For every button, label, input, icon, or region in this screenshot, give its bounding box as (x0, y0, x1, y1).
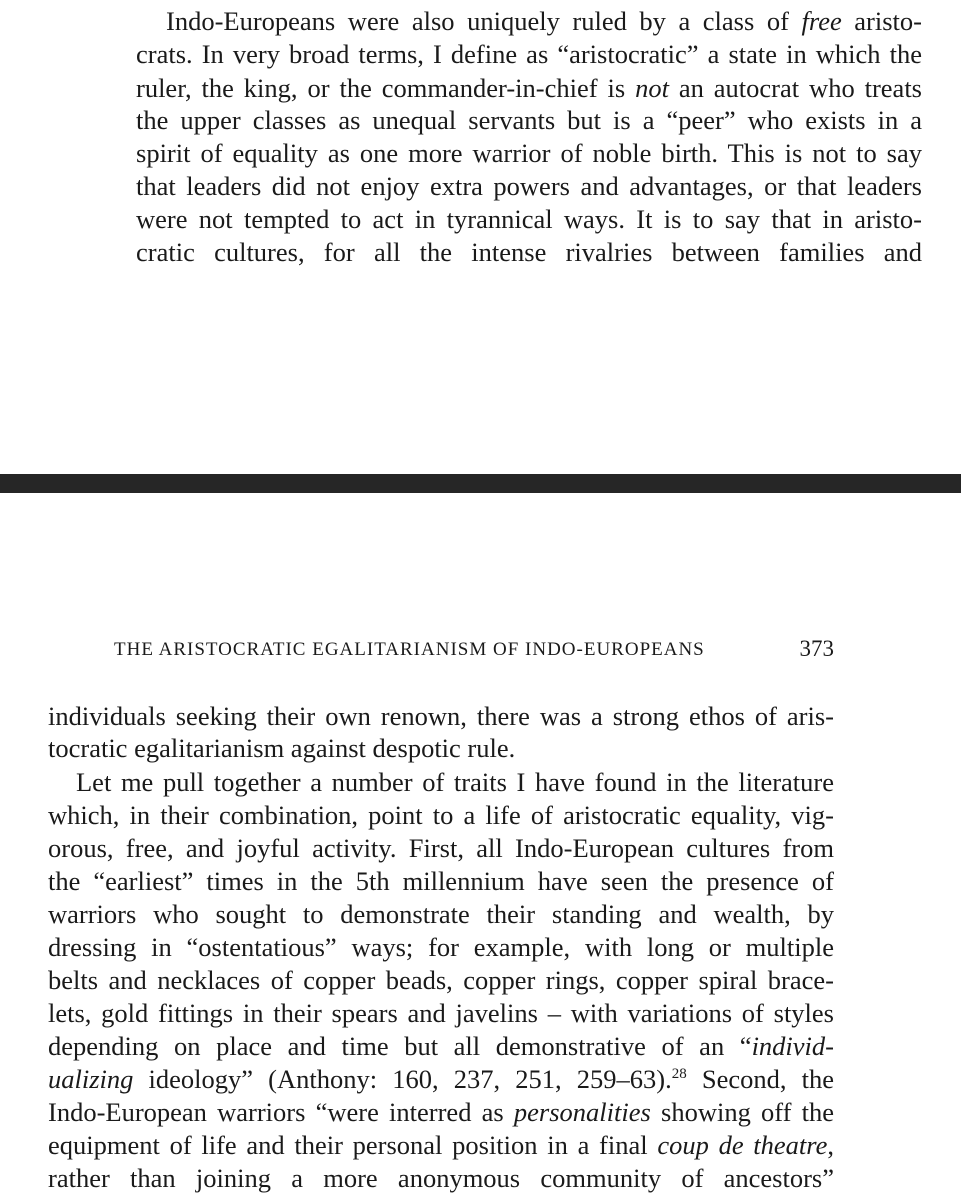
text-line (136, 72, 922, 105)
text-segment: ideology” (Anthony: 160, 237, 251, 259–63). (133, 1064, 672, 1094)
text-segment: equipment of life and their personal position in a final (48, 1130, 658, 1160)
text-segment: rather than joining a more anonymous community of ancestors” (48, 1163, 834, 1193)
upper-page-excerpt (0, 0, 961, 474)
text-segment: dressing in “ostentatious” ways; for example, with long or multiple (48, 932, 834, 962)
text-segment: aristo- (841, 6, 922, 36)
text-segment: not (635, 73, 669, 103)
page-separator-bar (0, 474, 961, 493)
text-line (48, 997, 834, 1030)
text-segment: which, in their combination, point to a life of aristocratic equality, vig- (48, 800, 834, 830)
text-line (48, 898, 834, 931)
text-segment: showing off the (650, 1097, 834, 1127)
text-line (136, 203, 922, 236)
text-segment: ualizing (48, 1064, 134, 1094)
text-segment: free (801, 6, 842, 36)
text-line (48, 832, 834, 865)
text-segment: Second, the (686, 1064, 834, 1094)
text-segment: cratic cultures, for all the intense rivalries between families and (136, 237, 922, 267)
text-line (48, 1030, 834, 1063)
text-line (136, 170, 922, 203)
text-line (136, 104, 922, 137)
text-segment: were not tempted to act in tyrannical ways. It is to say that in aristo- (136, 204, 922, 234)
text-segment: tocratic egalitarianism against despotic rule. (48, 733, 516, 763)
text-segment: , (827, 1130, 834, 1160)
text-line (136, 236, 922, 269)
text-line (48, 732, 834, 765)
text-line (48, 799, 834, 832)
text-line (48, 700, 834, 733)
text-segment: crats. In very broad terms, I define as “aristocratic” a state in which the (136, 39, 922, 69)
text-segment: personalities (513, 1097, 651, 1127)
text-line (48, 1129, 834, 1162)
running-head: THE ARISTOCRATIC EGALITARIANISM OF INDO-EUROPEANS (114, 639, 705, 660)
text-segment: Indo-Europeans were also uniquely ruled by a class of (166, 6, 802, 36)
text-segment: ruler, the king, or the commander-in-chief is (136, 73, 636, 103)
text-segment: Let me pull together a number of traits I have found in the literature (76, 767, 834, 797)
text-segment: lets, gold fittings in their spears and javelins – with variations of styles (48, 998, 834, 1028)
text-line (48, 1096, 834, 1129)
text-line (136, 38, 922, 71)
text-segment: individ- (751, 1031, 834, 1061)
page-number: 373 (799, 636, 834, 661)
text-segment: coup de theatre (657, 1130, 828, 1160)
text-line (48, 1162, 834, 1195)
text-line (48, 1063, 834, 1096)
text-line (76, 766, 834, 799)
text-segment: that leaders did not enjoy extra powers and advantages, or that leaders (136, 171, 922, 201)
text-segment: spirit of equality as one more warrior of noble birth. This is not to say (136, 138, 922, 168)
text-segment: Indo-European warriors “were interred as (48, 1097, 514, 1127)
text-segment: depending on place and time but all demonstrative of an “ (48, 1031, 752, 1061)
text-line (48, 964, 834, 997)
text-line (48, 931, 834, 964)
text-segment: belts and necklaces of copper beads, copper rings, copper spiral brace- (48, 965, 834, 995)
text-segment: an autocrat who treats (668, 73, 922, 103)
text-line (166, 5, 922, 38)
text-line (48, 865, 834, 898)
text-segment: 28 (671, 1066, 687, 1082)
text-segment: individuals seeking their own renown, there was a strong ethos of aris- (48, 701, 834, 731)
text-segment: orous, free, and joyful activity. First, all Indo-European cultures from (48, 833, 834, 863)
text-segment: warriors who sought to demonstrate their standing and wealth, by (48, 899, 834, 929)
text-segment: the upper classes as unequal servants but is a “peer” who exists in a (136, 105, 922, 135)
text-segment: the “earliest” times in the 5th millennium have seen the presence of (48, 866, 834, 896)
text-line (136, 137, 922, 170)
